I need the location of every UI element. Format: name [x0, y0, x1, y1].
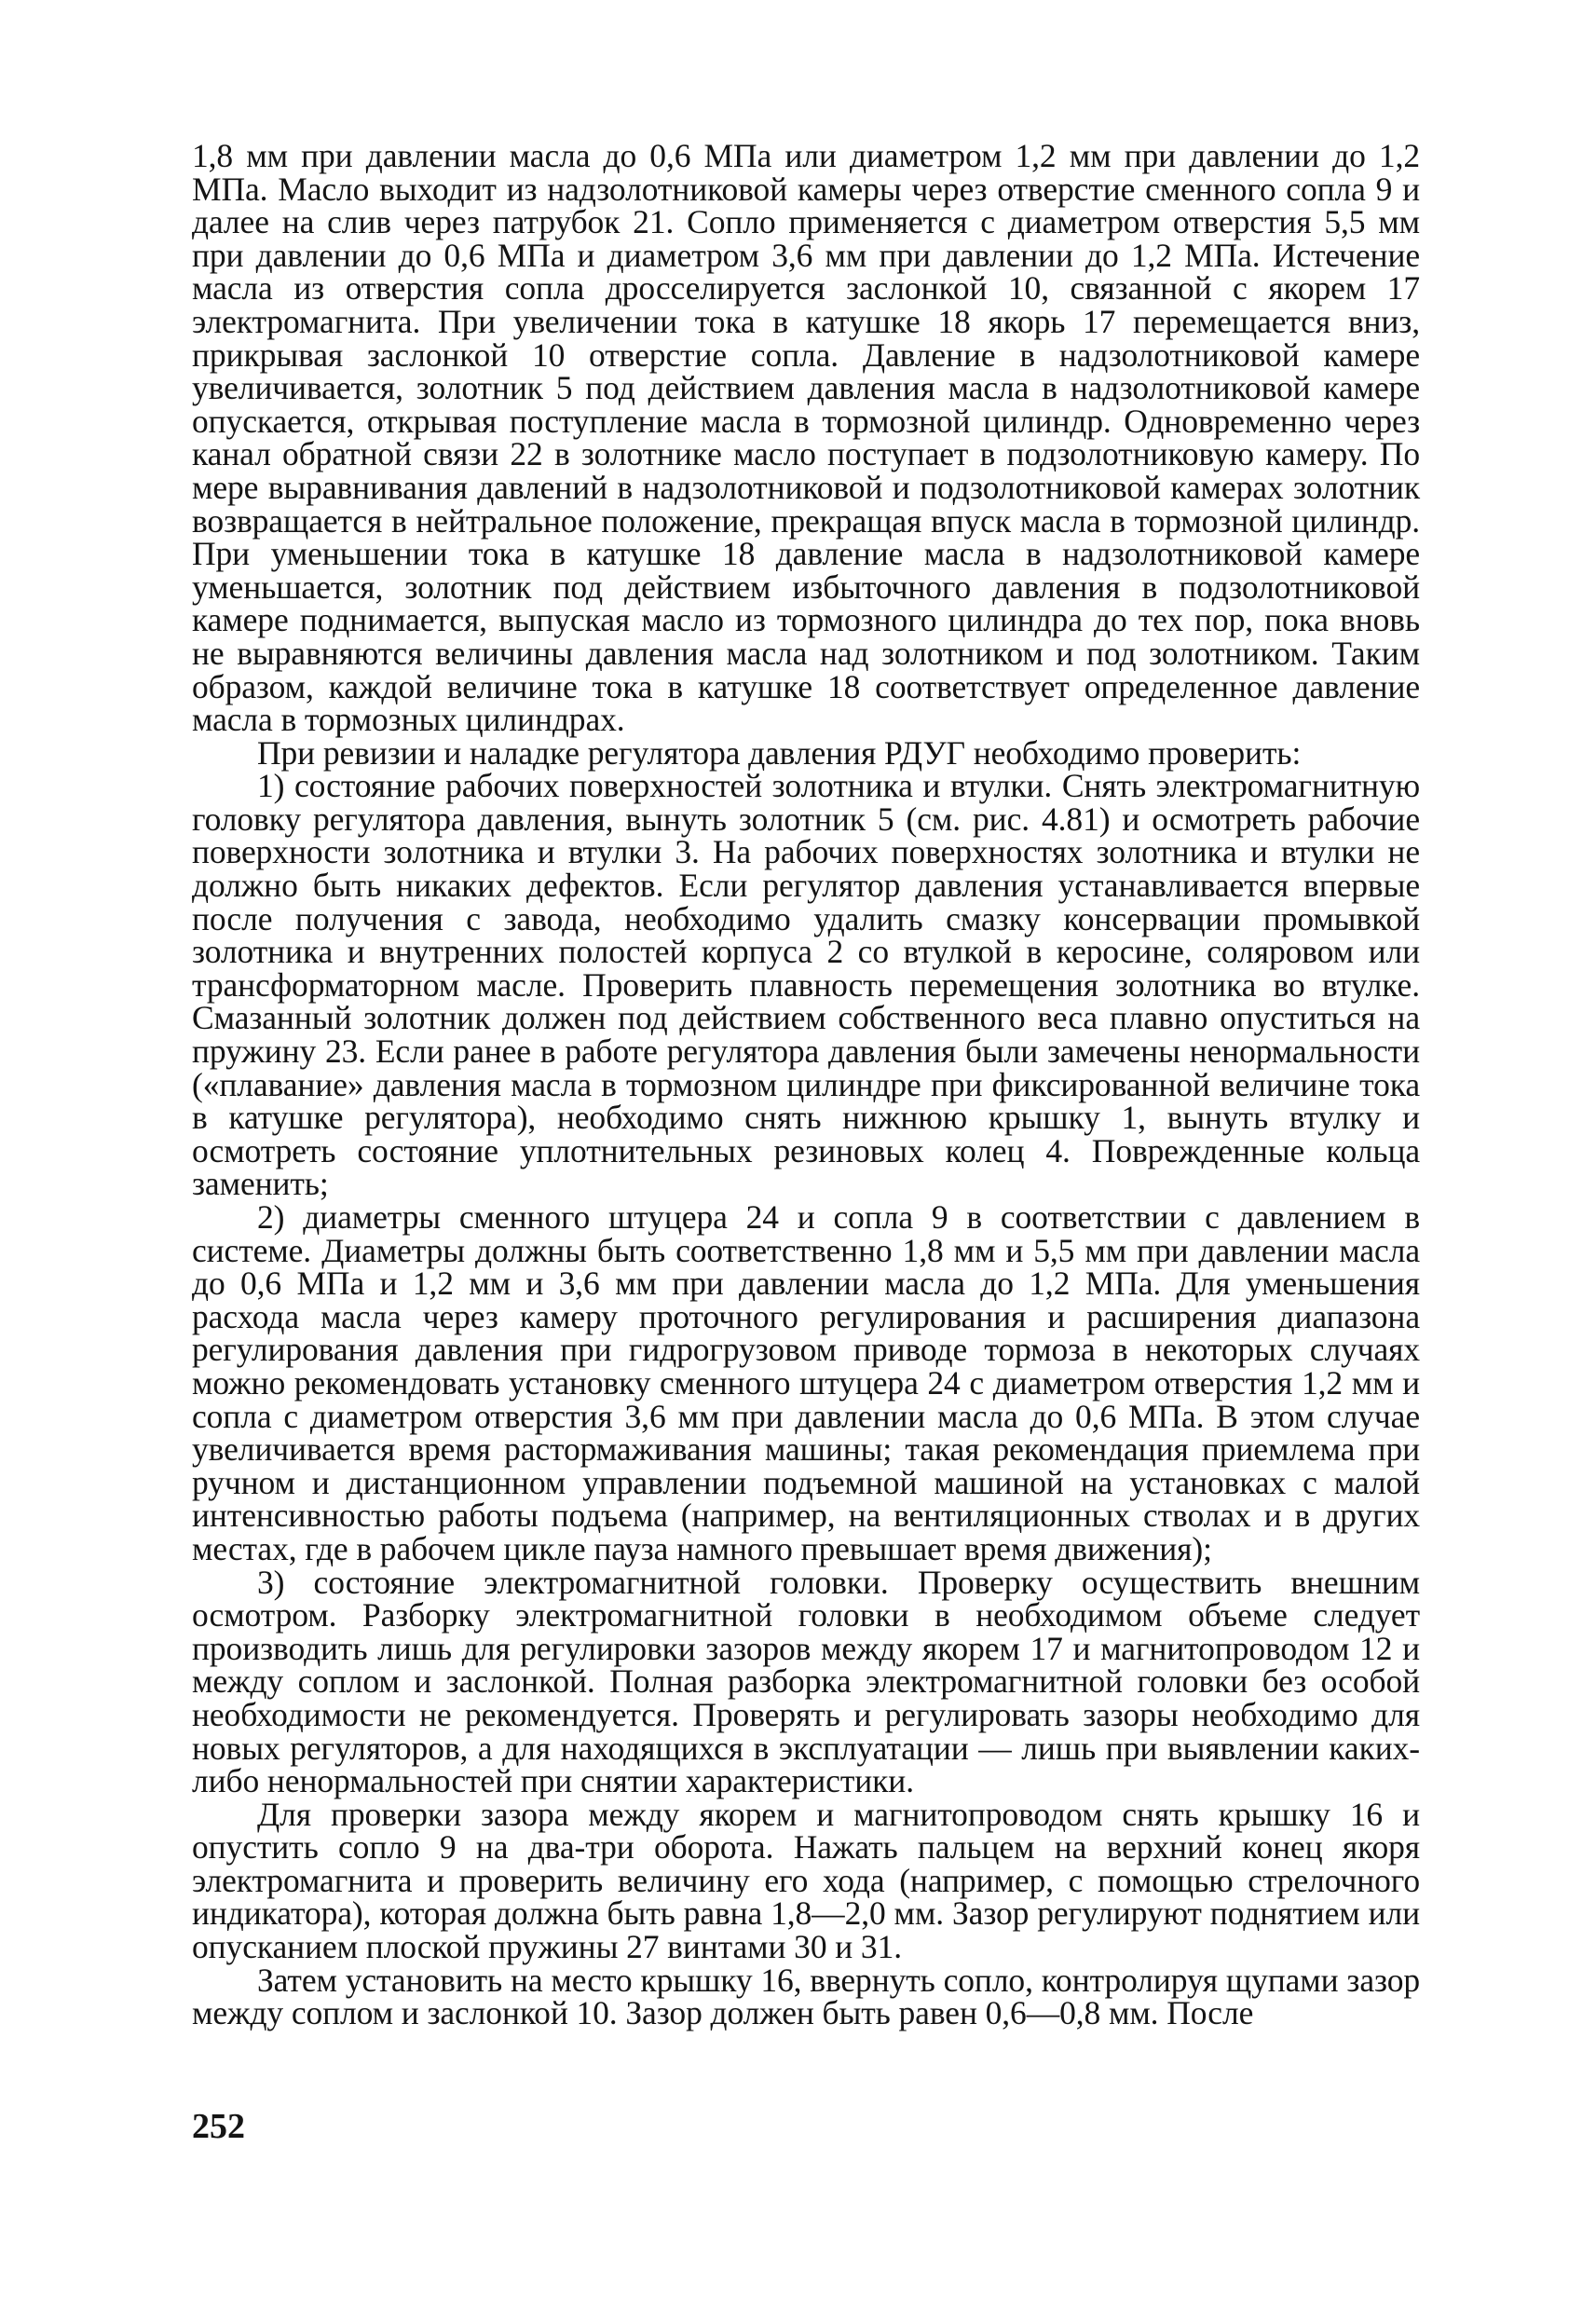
paragraph-5: 3) состояние электромагнитной головки. Проверку осуществить внешним осмотром. Разборку электромагнитной головки в необходимом объеме следует производить лишь для регулировки зазоров между якорем 17 и магнитопроводом 12 и между соплом и заслонкой. Полная разборка электромагнитной головки без особой необходимости не рекомендуется. Проверять и регулировать зазоры необходимо для новых регуляторов, а для находящихся в эксплуатации — лишь при выявлении каких-либо ненормальностей при снятии характеристики.	[192, 1563, 1420, 1800]
paragraph-4: 2) диаметры сменного штуцера 24 и сопла 9 в соответствии с давлением в системе. Диаметры должны быть соответственно 1,8 мм и 5,5 мм при давлении масла до 0,6 МПа и 1,2 мм и 3,6 мм при давлении масла до 1,2 МПа. Для уменьшения расхода масла через камеру проточного регулирования и расширения диапазона регулирования давления при гидрогрузовом приводе тормоза в некоторых случаях можно рекомендовать установку сменного штуцера 24 с диаметром отверстия 1,2 мм и сопла с диаметром отверстия 3,6 мм при давлении масла до 0,6 МПа. В этом случае увеличивается время растормаживания машины; такая рекомендация приемлема при ручном и дистанционном управлении подъемной машиной на установках с малой интенсивностью работы подъема (например, на вентиляционных стволах и в других местах, где в рабочем цикле пауза намного превышает время движения);	[192, 1198, 1420, 1567]
page-body	[192, 137, 1420, 2032]
paragraph-6: Для проверки зазора между якорем и магнитопроводом снять крышку 16 и опустить сопло 9 на два-три оборота. Нажать пальцем на верхний конец якоря электромагнита и проверить величину его хода (например, с помощью стрелочного индикатора), которая должна быть равна 1,8—2,0 мм. Зазор регулируют поднятием или опусканием плоской пружины 27 винтами 30 и 31.	[192, 1795, 1420, 1966]
paragraph-7: Затем установить на место крышку 16, ввернуть сопло, контролируя щупами зазор между соплом и заслонкой 10. Зазор должен быть равен 0,6—0,8 мм. После	[192, 1961, 1420, 2032]
paragraph-2: При ревизии и наладке регулятора давления РДУГ необходимо проверить:	[257, 733, 1302, 772]
page-number: 252	[192, 2107, 245, 2146]
paragraph-3: 1) состояние рабочих поверхностей золотника и втулки. Снять электромагнитную головку регулятора давления, вынуть золотник 5 (см. рис. 4.81) и осмотреть рабочие поверхности золотника и втулки 3. На рабочих поверхностях золотника и втулки не должно быть никаких дефектов. Если регулятор давления устанавливается впервые после получения с завода, необходимо удалить смазку консервации промывкой золотника и внутренних полостей корпуса 2 со втулкой в керосине, соляровом или трансформаторном масле. Проверить плавность перемещения золотника во втулке. Смазанный золотник должен под действием собственного веса плавно опуститься на пружину 23. Если ранее в работе регулятора давления были замечены ненормальности («плавание» давления масла в тормозном цилиндре при фиксированной величине тока в катушке регулятора), необходимо снять нижнюю крышку 1, вынуть втулку и осмотреть состояние уплотнительных резиновых колец 4. Поврежденные кольца заменить;	[192, 767, 1420, 1203]
paragraph-1: 1,8 мм при давлении масла до 0,6 МПа или диаметром 1,2 мм при давлении до 1,2 МПа. Масло выходит из надзолотниковой камеры через отверстие сменного сопла 9 и далее на слив через патрубок 21. Сопло применяется с диаметром отверстия 5,5 мм при давлении до 0,6 МПа и диаметром 3,6 мм при давлении до 1,2 МПа. Истечение масла из отверстия сопла дросселируется заслонкой 10, связанной с якорем 17 электромагнита. При увеличении тока в катушке 18 якорь 17 перемещается вниз, прикрывая заслонкой 10 отверстие сопла. Давление в надзолотниковой камере увеличивается, золотник 5 под действием давления масла в надзолотниковой камере опускается, открывая поступление масла в тормозной цилиндр. Одновременно через канал обратной связи 22 в золотнике масло поступает в подзолотниковую камеру. По мере выравнивания давлений в надзолотниковой и подзолотниковой камерах золотник возвращается в нейтральное положение, прекращая впуск масла в тормозной цилиндр. При уменьшении тока в катушке 18 давление масла в надзолотниковой камере уменьшается, золотник под действием избыточного давления в подзолотниковой камере поднимается, выпуская масло из тормозного цилиндра до тех пор, пока вновь не выравняются величины давления масла над золотником и под золотником. Таким образом, каждой величине тока в катушке 18 соответствует определенное давление масла в тормозных цилиндрах.	[192, 137, 1420, 739]
